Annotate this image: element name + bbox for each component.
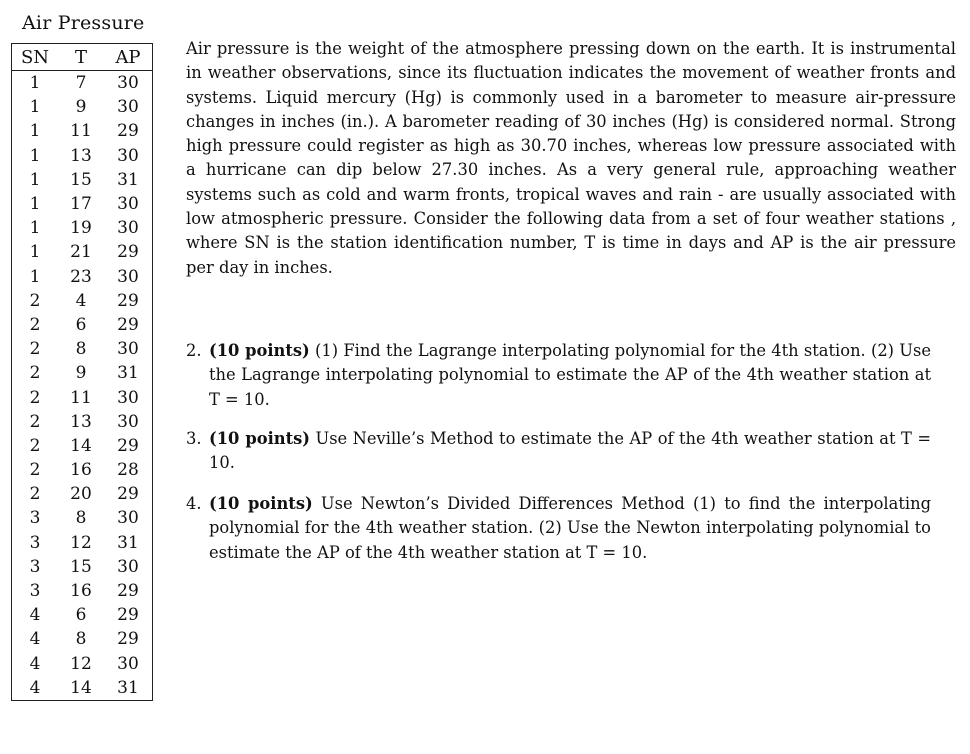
cell-t: 16 xyxy=(70,460,92,481)
cell-t: 11 xyxy=(70,387,92,408)
table-row xyxy=(12,95,153,119)
cell-t: 14 xyxy=(70,435,92,456)
cell-sn: 4 xyxy=(29,653,41,674)
cell-sn: 2 xyxy=(29,363,41,384)
table-title: Air Pressure xyxy=(22,12,145,34)
cell-ap: 29 xyxy=(117,484,139,505)
table-row xyxy=(12,652,153,676)
cell-sn: 1 xyxy=(29,218,41,239)
question-body xyxy=(186,339,931,412)
cell-sn: 4 xyxy=(29,629,41,650)
cell-t: 4 xyxy=(75,290,87,311)
cell-ap: 30 xyxy=(117,218,139,239)
cell-sn: 3 xyxy=(29,556,41,577)
cell-ap: 30 xyxy=(117,73,139,94)
cell-t: 8 xyxy=(75,629,87,650)
cell-sn: 2 xyxy=(29,314,41,335)
table-row xyxy=(12,627,153,651)
table-row xyxy=(12,119,153,143)
cell-ap: 31 xyxy=(117,363,139,384)
cell-ap: 30 xyxy=(117,97,139,118)
cell-t: 23 xyxy=(70,266,92,287)
cell-sn: 1 xyxy=(29,266,41,287)
question-4 xyxy=(186,492,931,565)
table-row xyxy=(12,458,153,482)
table-row xyxy=(12,216,153,240)
intro-paragraph: Air pressure is the weight of the atmosphere pressing down on the earth. It is instrumental in weather observations, since its fluctuation indicates the movement of weather fronts and systems. Liquid mercury (Hg) is commonly used in a barometer to measure air-pressure changes in inches (in.). A barometer reading of 30 inches (Hg) is considered normal. Strong high pressure could register as high as 30.70 inches, whereas low pressure associated with a hurricane can dip below 27.30 inches. As a very general rule, approaching weather systems such as cold and warm fronts, tropical waves and rain - are usually associated with low atmospheric pressure. Consider the following data from a set of four weather stations , where SN is the station identification number, T is time in days and AP is the air pressure per day in inches. xyxy=(186,39,956,277)
table-row xyxy=(12,265,153,289)
cell-ap: 29 xyxy=(117,605,139,626)
cell-sn: 2 xyxy=(29,435,41,456)
cell-t: 12 xyxy=(70,532,92,553)
cell-t: 20 xyxy=(70,484,92,505)
question-body xyxy=(186,492,931,565)
cell-ap: 29 xyxy=(117,290,139,311)
cell-sn: 1 xyxy=(29,73,41,94)
cell-t: 19 xyxy=(70,218,92,239)
question-text: Use Neville’s Method to estimate the AP of the 4th weather station at T = 10. xyxy=(209,429,931,473)
cell-sn: 4 xyxy=(29,677,41,698)
cell-t: 15 xyxy=(70,556,92,577)
cell-t: 12 xyxy=(70,653,92,674)
air-pressure-table xyxy=(11,43,153,701)
cell-sn: 2 xyxy=(29,387,41,408)
cell-ap: 31 xyxy=(117,532,139,553)
cell-t: 16 xyxy=(70,581,92,602)
cell-ap: 30 xyxy=(117,556,139,577)
table-row xyxy=(12,531,153,555)
question-number: 3. xyxy=(186,429,202,448)
cell-ap: 30 xyxy=(117,387,139,408)
cell-t: 9 xyxy=(75,363,87,384)
question-2 xyxy=(186,339,931,412)
cell-ap: 30 xyxy=(117,339,139,360)
cell-ap: 31 xyxy=(117,677,139,698)
cell-ap: 29 xyxy=(117,629,139,650)
cell-sn: 1 xyxy=(29,97,41,118)
question-points: (10 points) xyxy=(209,494,313,513)
cell-t: 13 xyxy=(70,145,92,166)
cell-sn: 1 xyxy=(29,194,41,215)
cell-ap: 29 xyxy=(117,242,139,263)
cell-sn: 3 xyxy=(29,508,41,529)
cell-t: 14 xyxy=(70,677,92,698)
cell-t: 7 xyxy=(75,73,87,94)
cell-t: 6 xyxy=(75,314,87,335)
question-text: Use Newton’s Divided Differences Method (1) to find the interpolating polynomial for the 4th weather station. (2) Use the Newton interpolating polynomial to estimate the AP of the 4th weather station at T = 10. xyxy=(209,494,931,562)
table-row xyxy=(12,434,153,458)
table-row xyxy=(12,482,153,506)
table-row xyxy=(12,144,153,168)
question-3 xyxy=(186,427,931,476)
cell-sn: 1 xyxy=(29,169,41,190)
cell-sn: 3 xyxy=(29,581,41,602)
cell-ap: 30 xyxy=(117,145,139,166)
table-row xyxy=(12,240,153,264)
table-row xyxy=(12,361,153,385)
cell-ap: 31 xyxy=(117,169,139,190)
cell-ap: 28 xyxy=(117,460,139,481)
cell-t: 8 xyxy=(75,339,87,360)
table-row xyxy=(12,410,153,434)
table-row xyxy=(12,289,153,313)
cell-t: 6 xyxy=(75,605,87,626)
cell-t: 13 xyxy=(70,411,92,432)
question-points: (10 points) xyxy=(209,341,310,360)
table-row xyxy=(12,168,153,192)
table-row xyxy=(12,506,153,530)
cell-ap: 30 xyxy=(117,411,139,432)
table-row xyxy=(12,192,153,216)
cell-sn: 2 xyxy=(29,339,41,360)
cell-sn: 1 xyxy=(29,121,41,142)
cell-t: 11 xyxy=(70,121,92,142)
question-number: 4. xyxy=(186,494,202,513)
cell-sn: 2 xyxy=(29,411,41,432)
cell-sn: 2 xyxy=(29,460,41,481)
cell-sn: 2 xyxy=(29,484,41,505)
cell-ap: 29 xyxy=(117,435,139,456)
table-row xyxy=(12,555,153,579)
question-points: (10 points) xyxy=(209,429,310,448)
cell-ap: 29 xyxy=(117,121,139,142)
question-body xyxy=(186,427,931,476)
header-t: T xyxy=(58,44,104,71)
cell-sn: 1 xyxy=(29,145,41,166)
cell-ap: 30 xyxy=(117,266,139,287)
table-row xyxy=(12,313,153,337)
cell-ap: 30 xyxy=(117,653,139,674)
cell-t: 17 xyxy=(70,194,92,215)
cell-ap: 29 xyxy=(117,314,139,335)
cell-t: 8 xyxy=(75,508,87,529)
cell-sn: 3 xyxy=(29,532,41,553)
cell-ap: 29 xyxy=(117,581,139,602)
table-body xyxy=(12,71,153,701)
table-row xyxy=(12,676,153,701)
cell-t: 21 xyxy=(70,242,92,263)
cell-t: 9 xyxy=(75,97,87,118)
cell-ap: 30 xyxy=(117,194,139,215)
question-number: 2. xyxy=(186,341,202,360)
cell-ap: 30 xyxy=(117,508,139,529)
table-row xyxy=(12,603,153,627)
table-header-row xyxy=(12,44,153,71)
table-row xyxy=(12,71,153,96)
cell-sn: 2 xyxy=(29,290,41,311)
cell-sn: 1 xyxy=(29,242,41,263)
table-row xyxy=(12,385,153,409)
header-sn: SN xyxy=(12,44,59,71)
header-ap: AP xyxy=(104,44,153,71)
table-row xyxy=(12,337,153,361)
table-row xyxy=(12,579,153,603)
cell-t: 15 xyxy=(70,169,92,190)
question-text: (1) Find the Lagrange interpolating polynomial for the 4th station. (2) Use the Lagrange interpolating polynomial to estimate the AP of the 4th weather station at T = 10. xyxy=(209,341,931,409)
cell-sn: 4 xyxy=(29,605,41,626)
